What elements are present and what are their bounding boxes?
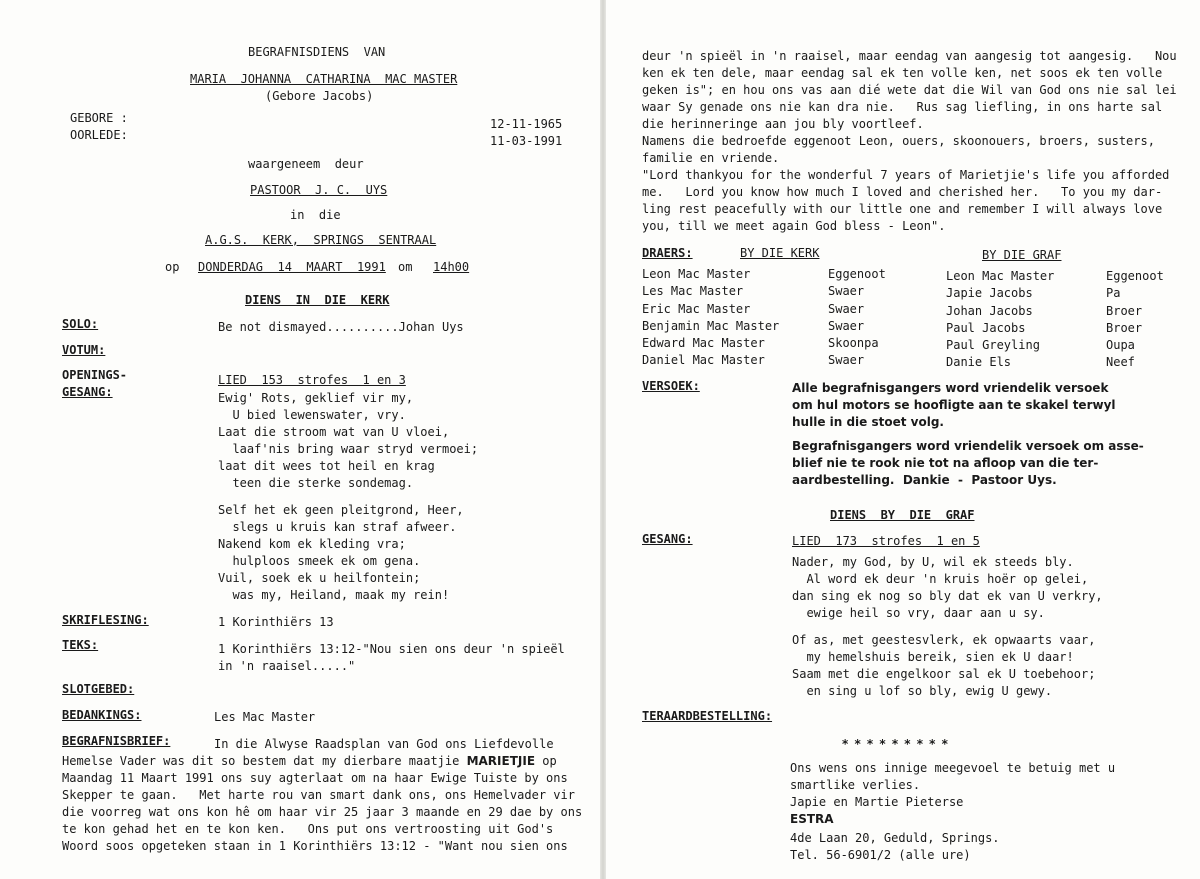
table-row: Leon Mac Master Eggenoot	[946, 269, 1164, 283]
hymn-title-173: LIED 173 strofes 1 en 5	[792, 534, 980, 548]
solo-text: Be not dismayed..........Johan Uys	[218, 320, 464, 334]
heading: BEGRAFNISDIENS VAN	[248, 45, 386, 59]
died-date: 11-03-1991	[490, 134, 563, 148]
service-date: DONDERDAG 14 MAART 1991	[198, 260, 386, 274]
text-line-2: in 'n raaisel....."	[218, 659, 356, 673]
letter-line-2: Hemelse Vader was dit so bestem dat my dierbare maatjie MARIETJIE op	[62, 754, 557, 768]
table-row: Paul Jacobs Broer	[946, 320, 1143, 335]
letter-line-4: Skepper te gaan. Met harte rou van smart dank ons, ons Hemelvader vir	[62, 788, 575, 802]
table-row: Japie Jacobs Pa	[946, 286, 1121, 301]
hymn-title-153: LIED 153 strofes 1 en 3	[218, 373, 406, 387]
pastor-name: PASTOOR J. C. UYS	[250, 183, 388, 197]
service-time: 14h00	[433, 260, 470, 274]
right-page	[606, 0, 1200, 879]
conducted-by: waargeneem deur	[248, 157, 364, 171]
request-no-smoking: Begrafnisgangers word vriendelik versoek om asse- blief nie te rook nie tot na afloop van die ter- aardbestelling. Dankie - Pastoor Uys.	[792, 439, 1144, 487]
company-name: ESTRA	[790, 812, 834, 826]
letter-label: BEGRAFNISBRIEF:	[62, 734, 171, 748]
table-row: Benjamin Mac Master Swaer	[642, 318, 865, 333]
thanks-label: BEDANKINGS:	[62, 708, 142, 722]
condolence-message: Ons wens ons innige meegevoel te betuig met u smartlike verlies. Japie en Martie Pieterse	[790, 761, 1116, 809]
in-the: in die	[290, 208, 341, 222]
table-row: Danie Els Neef	[946, 355, 1135, 370]
church-bearers-table	[642, 266, 886, 370]
letter-line-5: die voorreg wat ons kon hê om haar vir 25 jaar 3 maande en 29 dae by ons	[62, 805, 583, 819]
text-line-1: 1 Korinthiërs 13:12-"Nou sien ons deur 'n spieël	[218, 642, 565, 656]
section-title-grave: DIENS BY DIE GRAF	[830, 508, 975, 522]
deceased-name: MARIA JOHANNA CATHARINA MAC MASTER	[190, 72, 458, 86]
bearers-label: DRAERS:	[642, 246, 693, 260]
grave-bearers-title: BY DIE GRAF	[982, 248, 1062, 262]
grave-bearers-table	[946, 268, 1164, 372]
table-row: Paul Greyling Oupa	[946, 338, 1135, 353]
hymn-173-verse-2: Of as, met geestesvlerk, ek opwaarts vaar, my hemelshuis bereik, sien ek U daar! Saam met die engelkoor sal ek U toebehoor; en sing u lof so bly, ewig U gewy.	[792, 633, 1096, 698]
letter-line-1: In die Alwyse Raadsplan van God ons Liefdevolle	[214, 737, 554, 751]
table-row: Eric Mac Master Swaer	[642, 301, 865, 316]
solo-label: SOLO:	[62, 317, 99, 331]
votum-label: VOTUM:	[62, 343, 106, 357]
reading-text: 1 Korinthiërs 13	[218, 615, 334, 629]
table-row: Les Mac Master Swaer	[642, 284, 865, 299]
interment-label: TERAARDBESTELLING:	[642, 709, 773, 723]
request-headlights: Alle begrafnisgangers word vriendelik versoek om hul motors se hoofligte aan te skakel terwyl hulle in die stoet volg.	[792, 381, 1116, 429]
letter-line-6: te kon gehad het en te kon ken. Ons put ons vertroosting uit God's	[62, 822, 554, 836]
table-row: Daniel Mac Master Swaer	[642, 353, 865, 368]
letter-bold-name: MARIETJIE	[466, 754, 536, 768]
hymn-173-verse-1: Nader, my God, by U, wil ek steeds bly. Al word ek deur 'n kruis hoër op gelei, dan sing ek nog so bly dat ek van U verkry, ewige heil so vry, daar aan u sy.	[792, 555, 1103, 620]
song-label: GESANG:	[642, 532, 693, 546]
reading-label: SKRIFLESING:	[62, 613, 149, 627]
section-title-church: DIENS IN DIE KERK	[245, 293, 390, 307]
church-bearers-title: BY DIE KERK	[740, 246, 820, 260]
table-row: Leon Mac Master Eggenoot	[642, 267, 886, 281]
text-label: TEKS:	[62, 638, 99, 652]
op-word: op	[165, 260, 180, 274]
request-label: VERSOEK:	[642, 379, 700, 393]
letter-line-3: Maandag 11 Maart 1991 ons suy agterlaat om na haar Ewige Tuiste by ons	[62, 771, 568, 785]
born-date: 12-11-1965	[490, 117, 563, 131]
hymn-verse-1: Ewig' Rots, geklief vir my, U bied lewenswater, vry. Laat die stroom wat van U vloei, laaf'nis bring waar stryd vermoei; laat dit wees tot heil en krag teen die sterke sondemag.	[218, 391, 479, 490]
letter-continuation: deur 'n spieël in 'n raaisel, maar eendag van aangesig tot aangesig. Nou ken ek ten dele, maar eendag sal ek ten volle ken, net soos ek ten volle geken is"; en hou ons vas aan dié wete dat die Wil van God ons nie sal lei waar Sy genade ons nie kan dra nie. Rus sag liefling, in ons harte sal die herinneringe aan jou bly voortleef. Namens die bedroefde eggenoot Leon, ouers, skoonouers, broers, susters, familie en vriende. "Lord thankyou for the wonderful 7 years of Marietjie's life you afforded me. Lord you know how much I loved and cherished her. To you my dar- ling rest peacefully with our little one and remember I will always love you, till we meet again God bless - Leon".	[642, 49, 1177, 233]
table-row: Edward Mac Master Skoonpa	[642, 336, 879, 351]
letter-line-7: Woord soos opgeteken staan in 1 Korinthiërs 13:12 - "Want nou sien ons	[62, 839, 568, 853]
opening-label-1: OPENINGS-	[62, 368, 128, 382]
hymn-verse-2: Self het ek geen pleitgrond, Heer, slegs u kruis kan straf afweer. Nakend kom ek kleding vra; hulploos smeek ek om gena. Vuil, soek ek u heilfontein; was my, Heiland, maak my rein!	[218, 503, 464, 602]
maiden-name: (Gebore Jacobs)	[265, 89, 374, 103]
company-address: 4de Laan 20, Geduld, Springs. Tel. 56-6901/2 (alle ure)	[790, 831, 1000, 862]
died-label: OORLEDE:	[70, 128, 128, 142]
church-name: A.G.S. KERK, SPRINGS SENTRAAL	[205, 233, 437, 247]
om-word: om	[398, 260, 413, 274]
table-row: Johan Jacobs Broer	[946, 303, 1143, 318]
closing-prayer-label: SLOTGEBED:	[62, 682, 135, 696]
separator-stars: * * * * * * * * *	[842, 737, 949, 751]
born-label: GEBORE :	[70, 111, 128, 125]
opening-label-2: GESANG:	[62, 385, 113, 399]
thanks-text: Les Mac Master	[214, 710, 316, 724]
